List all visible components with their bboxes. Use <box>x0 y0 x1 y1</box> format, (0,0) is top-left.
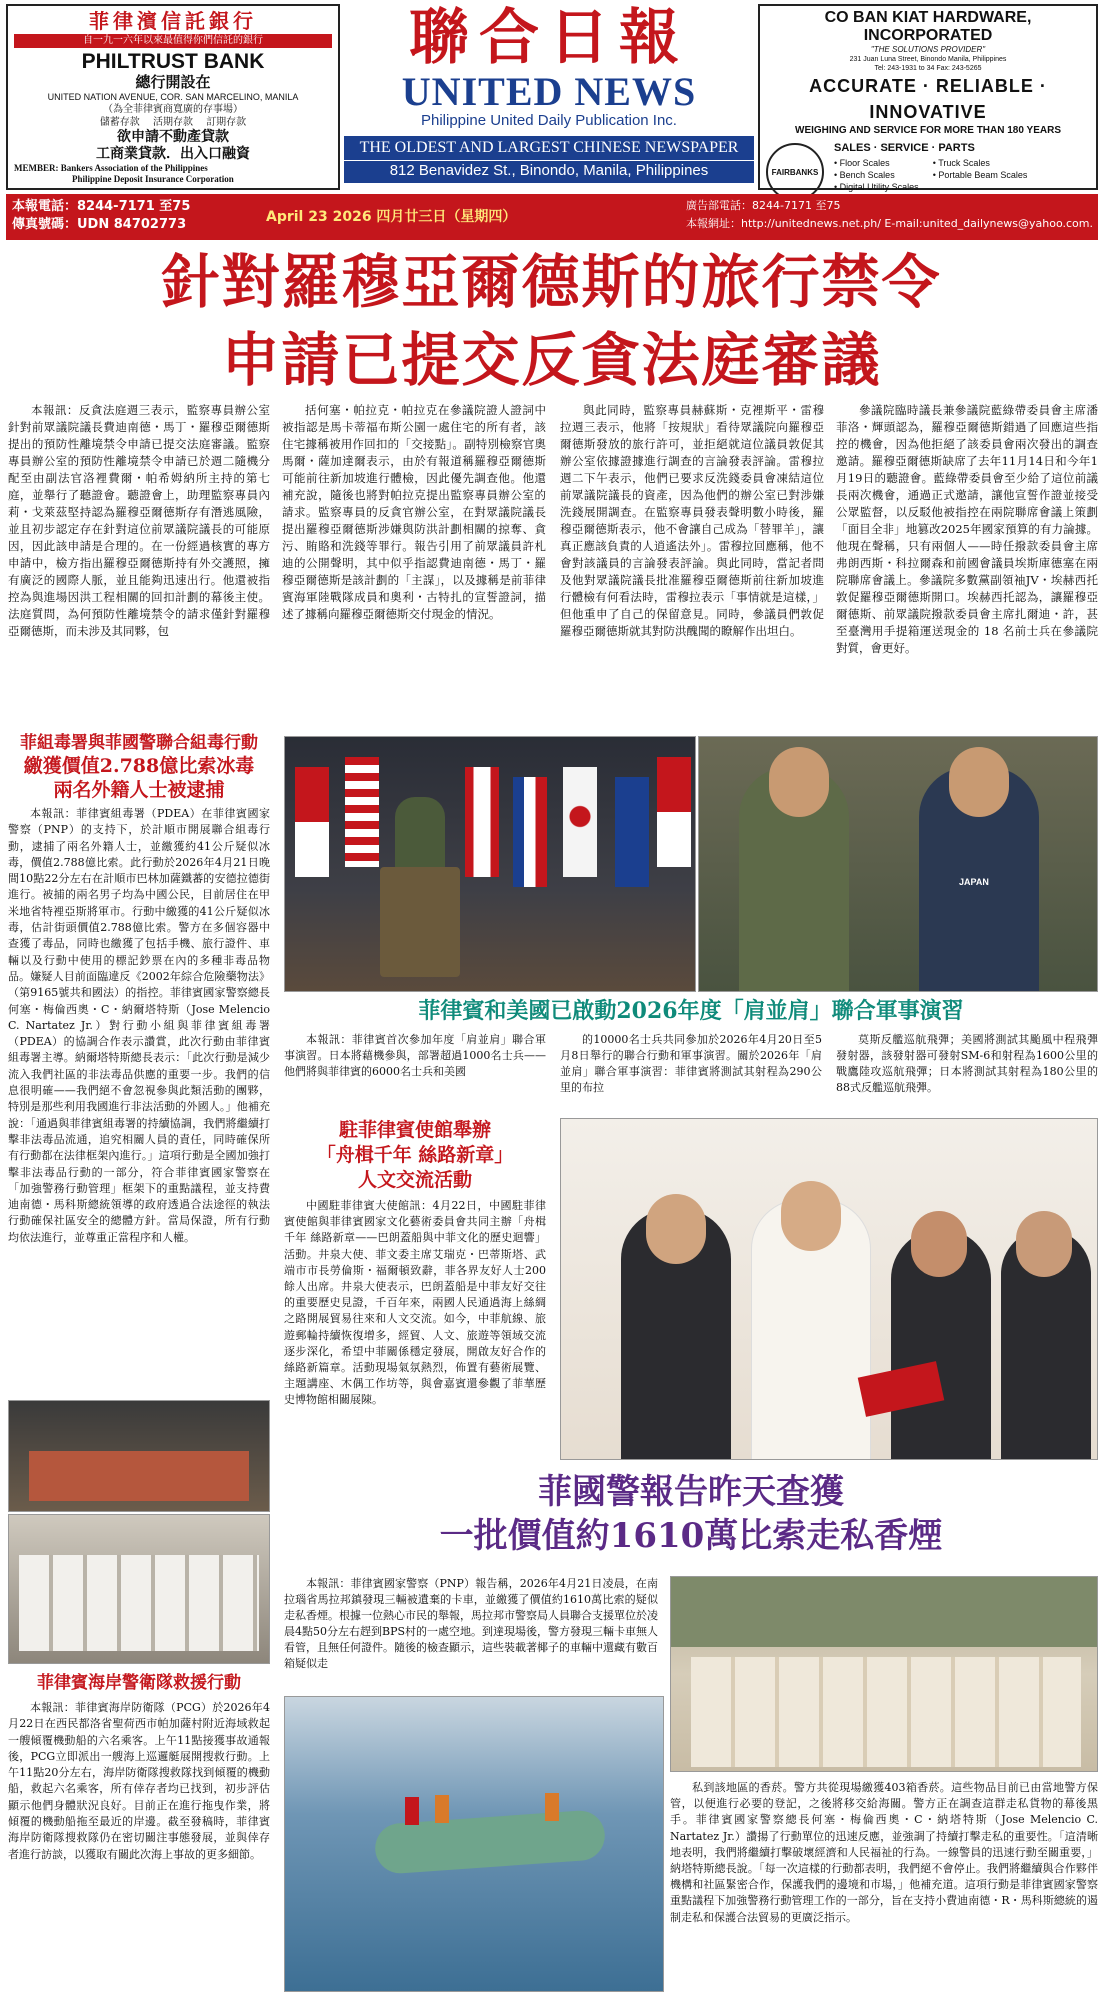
bank-address: UNITED NATION AVENUE, COR. SAN MARCELINO, MANILA <box>47 92 299 102</box>
bank-loan-text: 欲申請不動產貸款 <box>117 129 229 145</box>
lead-text: 參議院臨時議長兼參議院藍綠帶委員會主席潘菲洛・輝頭認為，羅穆亞爾德斯錯過了回應這些指控的機會，因為他拒絕了該委員會兩次發出的調查邀請。羅穆亞爾德斯缺席了去年11月14日和今年1月19日的聽證會。藍綠帶委員會至少給了這位前議長兩次機會，通過正式邀請，讓他宣誓作證並接受公眾監督，以反駁他被指控在兩院聯席會議上策劃「面目全非」地篡改2025年國家預算的有力論據。他現在聲稱，只有兩個人——時任撥款委員會主席弗朗西斯・科拉爾森和前國會議員埃斯庫德塞在兩院聯席會議上。參議院多數黨副領袖JV・埃赫西托敦促羅穆亞爾德斯開口。埃赫西托認為，讓羅穆亞爾德斯、前眾議院撥款委員會主席扎爾迪・許，甚至臺灣用手提箱運送現金的 18 名前士兵在參議院對質，會更好。 <box>836 403 1098 655</box>
military-text: 的10000名士兵共同參加於2026年4月20日至5月8日舉行的聯合行動和軍事演習。關於2026年「肩並肩」聯合軍事演習：菲律賓將測試其射程為290公里的布拉 <box>560 1033 822 1094</box>
drug-headline <box>8 732 270 802</box>
seized-items <box>29 1451 249 1501</box>
embassy-headline-1: 駐菲律賓使館舉辦 <box>338 1119 491 1141</box>
contact-info <box>12 198 190 234</box>
masthead-publisher: Philippine United Daily Publication Inc. <box>421 112 677 129</box>
embassy-headline-2: 「舟楫千年 絲路新章」 <box>316 1144 514 1166</box>
officer-face-left <box>769 747 829 817</box>
news-tel: 本報電話：8244-7171 至75 <box>12 199 191 214</box>
drug-headline-2: 繳獲價值2.788億比索冰毒 <box>23 755 255 777</box>
drug-text: 本報訊：菲律賓組毒署（PDEA）在菲律賓國家警察（PNP）的支持下，於計順市開展聯合組毒行動，逮捕了兩名外籍人士，並繳獲約41公斤疑似冰毒，價值2.788億比索。此行動於2026年4月21日晚間10點22分左右在計順市巴林加薩鐵蕃的安德拉德街進行。被捕的兩名男子均為中國公民，目前居住在甲米地省特裡亞斯將軍市。行動中繳獲的41公斤疑似冰毒，估計街頭價值2.788億比索。警方在多個容器中查獲了毒品，同時也繳獲了包括手機、旅行證件、車輛以及行動中使用的標記鈔票在內的多種非毒品物品。嫌疑人目前面臨違反《2002年綜合危險藥物法》（第9165號共和國法）的指控。菲律賓國家警察總長何塞・梅倫西奧・C・納爾塔特斯（Jose Melencio C. Nartatez Jr.）對行動小組與菲律賓組毒署（PDEA）的協調合作表示讚賞，此次行動由菲律賓組毒署主導。納爾塔特斯總長表示：「此次行動是減少流入我們社區的非法毒品供應的重要一步。我們的信息很明確——我們絕不會忽視參與此類活動的團夥，特別是那些利用我國進行非法活動的外國人。」他補充說：「通過與菲律賓組毒署的持續協調，我們將繼續打擊非法毒品流通，追究相關人員的責任，同時確保所有行動都在法律框架內進行。」這項行動是全國加強打擊非法毒品行動的一部分，符合菲律賓國家警察在「加強警務行動管理」框架下的重點議程，並支持費迪南德・馬科斯總統領導的政府透過合法途徑的執法行動確保社區安全的總體方針。當局保證，所有行動均依法進行，並尊重正當程序和人權。 <box>8 807 270 1244</box>
cigarette-text: 私到該地區的香菸。警方共從現場繳獲403箱香菸。這些物品目前已由當地警方保管，以便進行必要的登記，之後將移交給海關。警方正在調查這群走私貨物的幕後黑手。菲律賓國家警察總長何塞・梅倫西奧・C・納塔特斯（Jose Melencio C. Nartatez Jr.）讚揚了行動單位的迅速反應，並強調了持續打擊走私的重要性。「這清晰地表明，我們將繼續打擊破壞經濟和人民福祉的行為。一線警員的迅速行動至關重要，」納塔特斯總長說。「每一次這樣的行動都表明，我們絕不會停止。我們將繼續與合作夥伴機構和社區緊密合作，保護我們的邊境和市場，」他補充道。這項行動是菲律賓國家警察重點議程下加強警務行動管理工作的一部分，旨在支持小費迪南德・R・馬科斯總統的遏制走私和保護合法貿易的更廣泛指示。 <box>670 1781 1098 1924</box>
bank-established: 自一九一六年以來最值得你們信託的銀行 <box>14 34 332 48</box>
hardware-ad <box>758 4 1098 190</box>
bank-service-checking: 活期存款 <box>153 117 193 128</box>
drug-packages-photo <box>8 1514 270 1664</box>
fax-number: 傳真號碼：UDN 84702773 <box>12 217 187 232</box>
japan-patch: JAPAN <box>959 877 989 887</box>
masthead-chinese-title: 聯合日報 <box>409 3 689 73</box>
hardware-item: • Portable Beam Scales <box>933 169 1028 181</box>
lead-column-4 <box>836 402 1098 726</box>
flag-icon <box>615 777 649 887</box>
officer-face-right <box>949 747 1009 817</box>
cigarette-text: 本報訊：菲律賓國家警察（PNP）報告稱，2026年4月21日凌晨，在南拉瑙省馬拉邦鎮發現三輛被遺棄的卡車，並繳獲了價值約1610萬比索的疑似走私香煙。根據一位熱心市民的舉報，馬拉邦市警察局人員聯合支援單位於凌晨4點50分左右趕到BPS村的一處空地。到達現場後，警方發現三輛卡車無人看管，且無任何證件。隨後的檢查顯示，這些裝載著椰子的車輛中還藏有數百箱疑似走 <box>284 1577 658 1670</box>
drug-packages <box>19 1555 259 1651</box>
bank-commercial-text: 工商業貸款．出入口融資 <box>96 146 250 162</box>
lead-text: 與此同時，監察專員赫蘇斯・克裡斯平・雷穆拉週三表示，他將「按規狀」看待眾議院向羅穆亞爾德斯發放的旅行許可，並拒絕就這位議員敦促其辦公室依據證據進行調查的言論發表評論。雷穆拉週二下午表示，他們已要求反洗錢委員會凍結這位前眾議院議長的資產，因為他們的辦公室已對涉嫌洗錢展開調查。在監察專員發表聲明數小時後，羅穆亞爾德斯表示，他不會讓自己成為「替罪羊」，讓真正應該負責的人逍遙法外」。雷穆拉回應稱，他不會對該議員的言論發表評論。與此同時，當記者問及他對眾議院議長批准羅穆亞爾德斯前往新加坡進行體檢有何看法時，雷穆拉表示「事情就是這樣，」但他重申了自己的保留意見。同時，參議員們敦促羅穆亞爾德斯就其對防洪醜聞的瞭解作出坦白。 <box>560 403 824 638</box>
person-face <box>646 1194 706 1264</box>
masthead-slogan: THE OLDEST AND LARGEST CHINESE NEWSPAPER <box>344 136 754 160</box>
lead-column-3 <box>560 402 824 726</box>
cigarette-body-1 <box>284 1576 658 1686</box>
hardware-sales: SALES · SERVICE · PARTS <box>834 142 975 154</box>
bank-english-name: PHILTRUST BANK <box>81 50 265 73</box>
military-text: 本報訊：菲律賓首次參加年度「肩並肩」聯合軍事演習。日本將藉機參與，部署超過1000名士兵——他們將與菲律賓的6000名士兵和美國 <box>284 1033 546 1078</box>
military-photo-podium <box>284 736 696 992</box>
fairbanks-logo: FAIRBANKS <box>766 143 824 201</box>
ad-contact <box>686 197 1093 233</box>
drug-headline-1: 菲組毒署與菲國警聯合組毒行動 <box>20 733 258 753</box>
cigarette-boxes <box>691 1657 1081 1767</box>
survivor-figure <box>545 1793 559 1821</box>
bank-member-2: Philippine Deposit Insurance Corporation <box>72 174 234 184</box>
drug-headline-3: 兩名外籍人士被逮捕 <box>53 779 225 801</box>
flag-icon <box>513 777 547 887</box>
hardware-motto: ACCURATE · RELIABLE · INNOVATIVE <box>809 76 1047 122</box>
person-face <box>1016 1211 1072 1277</box>
embassy-headline <box>284 1118 546 1193</box>
military-text: 莫斯反艦巡航飛彈；美國將測試其颱風中程飛彈發射器，該發射器可發射SM-6和射程為1600公里的戰鷹陸攻巡航飛彈；日本將測試其射程為180公里的88式反艦巡航飛彈。 <box>836 1033 1098 1094</box>
survivor-figure <box>435 1795 449 1823</box>
masthead <box>344 4 754 190</box>
lead-text: 括何塞・帕拉克・帕拉克在參議院證人證詞中被指認是馬卡蒂福布斯公園一處住宅的所有者，該住宅據稱被用作回扣的「交接點」。副特別檢察官奧馬爾・薩加達爾表示，由於有報道稱羅穆亞爾德斯可能前往新加坡進行體檢，因此優先調查他。他還補充說，隨後也將對帕拉克提出監察專員辦公室的請求。監察專員的反貪官辦公室，在對眾議院議長提出羅穆亞爾德斯涉嫌與防洪計劃相關的掠奪、貪污、賄賂和洗錢等罪行。報告引用了前眾議員許札迪的公開聲明，其中似乎指認費迪南德・馬丁・羅穆亞爾德斯是該計劃的「主謀」，以及據稱是前菲律賓海軍陸戰隊成員和奧利・古特扎的宣誓證詞，描述了據稱向羅穆亞爾德斯交付現金的情況。 <box>282 403 546 621</box>
lead-text: 本報訊：反貪法庭週三表示，監察專員辦公室針對前眾議院議長費迪南德・馬丁・羅穆亞爾德斯提出的預防性離境禁令申請已提交法庭審議。監察專員辦公室的預防性離境禁令申請已於週二隨機分配至由副法官洛裡費爾・帕希姆納所主持的第七庭，並舉行了聽證會。聽證會上，助理監察專員內莉・戈萊茲堅持認為羅穆亞爾德斯存有潛逃風險，並且初步認定存在針對這位前眾議院議長的可能原因，因此該申請是合理的。在一份經過核實的專方申請中，檢方指出羅穆亞爾德斯持有外交護照，擁有廣泛的國際人脈，並且能夠迅速出行。他還被指控為與進場因洪工程相關的回扣計劃的幕後主使。法庭質問，為何預防性離境禁令的請求僅針對羅穆亞爾德斯，而未涉及其同夥，包 <box>8 403 270 638</box>
cigarette-headline-1: 菲國警報告昨天查獲 <box>538 1472 844 1512</box>
cigarette-body-2 <box>670 1780 1098 1994</box>
info-bar <box>6 194 1098 240</box>
military-column-1 <box>284 1032 546 1108</box>
philtrust-bank-ad <box>6 4 340 190</box>
flag-icon <box>295 767 329 877</box>
podium <box>380 867 460 977</box>
hardware-address: 231 Juan Luna Street, Binondo Manila, Philippines <box>849 56 1007 63</box>
bank-member-1: MEMBER: Bankers Association of the Philippines <box>14 163 208 173</box>
flag-icon <box>657 757 691 867</box>
website-email: 本報網址：http://unitednews.net.ph/ E-mail:united_dailynews@yahoo.com. <box>686 217 1093 230</box>
hardware-item: • Floor Scales <box>834 157 919 169</box>
cigarette-headline-2: 一批價值約1610萬比索走私香煙 <box>439 1516 943 1556</box>
flag-icon <box>465 767 499 877</box>
ad-tel: 廣告部電話：8244-7171 至75 <box>686 199 841 212</box>
drug-body <box>8 806 270 1392</box>
bank-services <box>14 116 332 129</box>
hardware-item: • Bench Scales <box>834 169 919 181</box>
survivor-figure <box>405 1797 419 1825</box>
embassy-photo <box>560 1118 1098 1460</box>
military-column-3 <box>836 1032 1098 1108</box>
lead-column-2 <box>282 402 546 726</box>
hardware-company: CO BAN KIAT HARDWARE, INCORPORATED <box>824 9 1032 44</box>
trees-background <box>671 1577 1098 1647</box>
hardware-tag: "THE SOLUTIONS PROVIDER" <box>870 45 986 54</box>
coast-body <box>8 1700 270 1994</box>
flag-icon <box>563 767 597 877</box>
embassy-headline-3: 人文交流活動 <box>357 1169 472 1191</box>
military-photo-officers <box>698 736 1098 992</box>
bank-chinese-name: 菲律濱信託銀行 <box>89 9 257 33</box>
cigarette-headline <box>284 1470 1098 1558</box>
embassy-text: 中國駐菲律賓大使館訊：4月22日，中國駐菲律賓使館與菲律賓國家文化藝術委員會共同主辦「舟楫千年 絲路新章——巴朗蓋船與中菲文化的歷史迴響」活動。井泉大使、菲文委主席艾瑞克・巴蒂斯塔、武端市市長勞倫斯・福爾頓致辭，菲各界友好人士200餘人出席。井泉大使表示，巴朗蓋船是中菲友好交往的重要歷史見證，千百年來，兩國人民通過海上絲綢之路開展貿易往來和人文交流。如今，中菲航線、旅遊郵輪持續恢復增多，經貿、人文、旅遊等領域交流逐步深化，希望中菲關係穩定發展，開啟友好合作的絲路新篇章。活動現場氣氛熱烈，佈置有藝術展覽、主題講座、木偶工作坊等，與會嘉賓還參觀了菲華歷史博物館相關展陳。 <box>284 1199 546 1407</box>
person-face <box>781 1181 841 1251</box>
embassy-body <box>284 1198 546 1460</box>
coast-headline: 菲律賓海岸警衛隊救援行動 <box>37 1673 241 1693</box>
cigarette-photo <box>670 1576 1098 1772</box>
bank-tagline: （為全菲律賓商寬廣的存事場） <box>103 104 243 115</box>
coast-guard-photo <box>284 1696 664 1992</box>
hardware-item: • Digital Utility Scales <box>834 181 919 193</box>
speaker-figure <box>395 797 445 877</box>
issue-date: April 23 2026 四月廿三日（星期四） <box>266 209 517 225</box>
military-column-2 <box>560 1032 822 1108</box>
person-face <box>911 1211 967 1277</box>
drug-seizure-photo <box>8 1400 270 1512</box>
hardware-item: • Truck Scales <box>933 157 1028 169</box>
lead-headline-1: 針對羅穆亞爾德斯的旅行禁令 <box>161 248 942 316</box>
hardware-weighing: WEIGHING AND SERVICE FOR MORE THAN 180 YEARS <box>795 125 1061 136</box>
bank-service-time: 訂期存款 <box>206 117 247 128</box>
bank-service-savings: 儲蓄存款 <box>99 117 140 128</box>
military-caption: 菲律賓和美國已啟動2026年度「肩並肩」聯合軍事演習 <box>418 998 964 1024</box>
coast-text: 本報訊：菲律賓海岸防衛隊（PCG）於2026年4月22日在西民都洛省聖荷西市帕加薩村附近海域救起一艘傾覆機動船的六名乘客。上午11點接獲事故通報後，PCG立即派出一艘海上巡邏艇展開搜救行動。上午11點20分左右，海岸防衛隊搜救隊找到傾覆的機動船，救起六名乘客，所有倖存者均已找到，初步評估顯示他們身體狀況良好。目前正在進行拖曳作業，將傾覆的機動船拖至最近的岸邊。截至發稿時，菲律賓海岸防衛隊搜救隊仍在密切關注事態發展，並與倖存者進行訪談，以獲取有關此次海上事故的更多細節。 <box>8 1701 270 1861</box>
lead-headline-2: 申請已提交反貪法庭審議 <box>221 326 882 394</box>
lead-column-1 <box>8 402 270 726</box>
masthead-english-title: UNITED NEWS <box>401 69 697 114</box>
flag-icon <box>345 757 379 867</box>
masthead-address: 812 Benavidez St., Binondo, Manila, Philippines <box>344 160 754 183</box>
bank-head-office: 總行開設在 <box>135 73 211 91</box>
hardware-tel: Tel: 243-1931 to 34 Fax: 243-5265 <box>874 65 982 72</box>
